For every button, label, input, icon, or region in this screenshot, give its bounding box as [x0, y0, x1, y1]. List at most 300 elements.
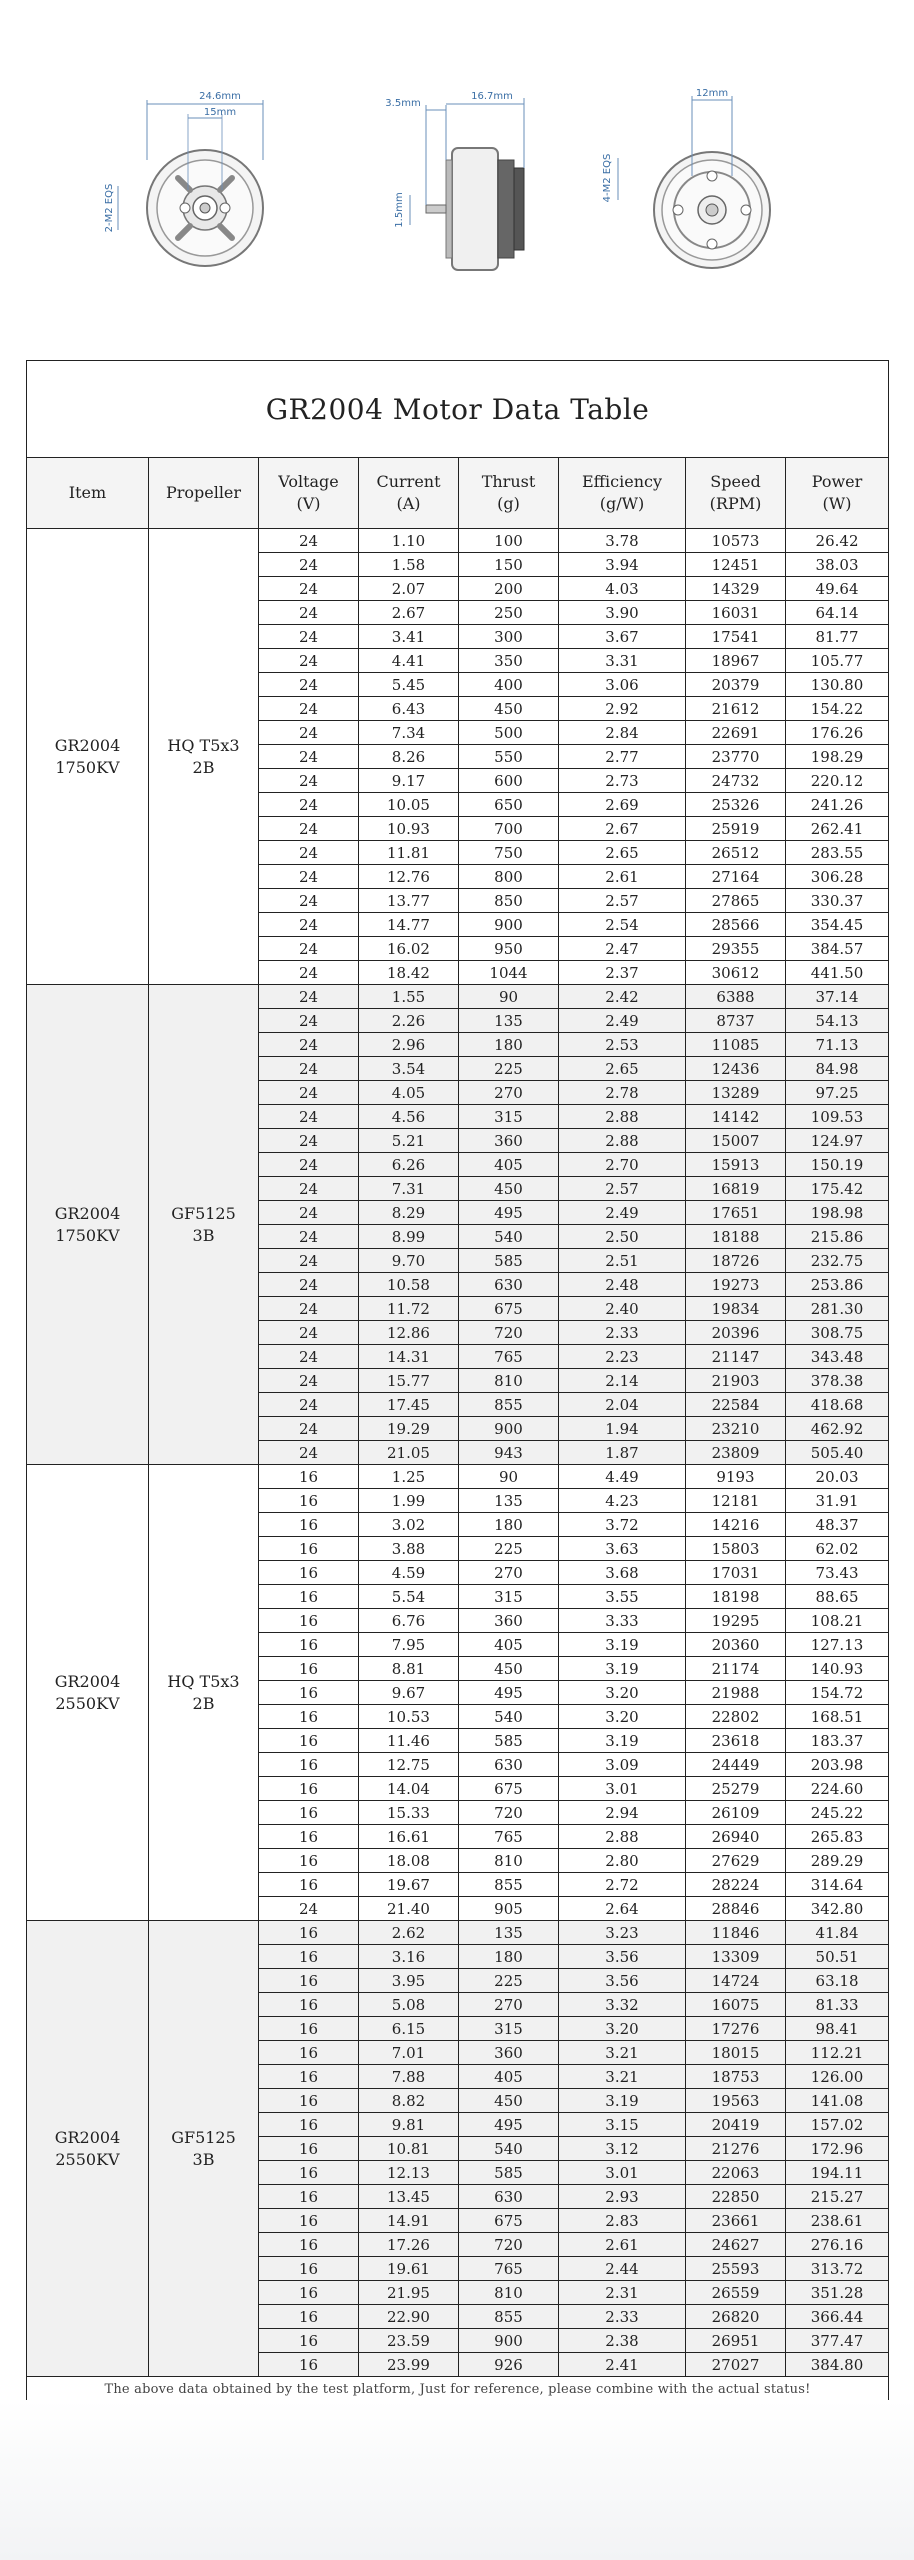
table-cell: 441.50 [786, 961, 889, 985]
table-cell: 24 [259, 769, 359, 793]
table-cell: 2.88 [559, 1129, 686, 1153]
item-cell [27, 1465, 149, 1921]
table-cell: 28846 [686, 1897, 786, 1921]
table-cell: 384.80 [786, 2353, 889, 2377]
table-cell: 16075 [686, 1993, 786, 2017]
table-cell: 183.37 [786, 1729, 889, 1753]
table-cell: 21.05 [359, 1441, 459, 1465]
table-cell: 24 [259, 1201, 359, 1225]
table-cell: 3.33 [559, 1609, 686, 1633]
back-screw-label: 4-M2 EQS [602, 153, 613, 203]
table-cell: 12436 [686, 1057, 786, 1081]
table-cell: 19.67 [359, 1873, 459, 1897]
table-cell: 810 [459, 1369, 559, 1393]
table-cell: 810 [459, 2281, 559, 2305]
front-view-drawing [104, 91, 263, 266]
table-cell: 203.98 [786, 1753, 889, 1777]
table-cell: 23618 [686, 1729, 786, 1753]
table-cell: 26820 [686, 2305, 786, 2329]
table-cell: 37.14 [786, 985, 889, 1009]
table-cell: 281.30 [786, 1297, 889, 1321]
side-length-label: 16.7mm [471, 91, 513, 102]
propeller-cell [149, 1921, 259, 2377]
table-cell: 90 [459, 985, 559, 1009]
propeller-label: 3B [192, 1225, 215, 1245]
table-cell: 2.93 [559, 2185, 686, 2209]
table-cell: 27164 [686, 865, 786, 889]
table-cell: 16 [259, 2041, 359, 2065]
table-cell: 16 [259, 1825, 359, 1849]
table-cell: 16 [259, 1681, 359, 1705]
table-cell: 1044 [459, 961, 559, 985]
column-header-label: Voltage [278, 472, 339, 491]
table-cell: 198.29 [786, 745, 889, 769]
table-cell: 2.61 [559, 2233, 686, 2257]
table-cell: 3.06 [559, 673, 686, 697]
table-cell: 250 [459, 601, 559, 625]
table-cell: 16 [259, 2185, 359, 2209]
table-cell: 112.21 [786, 2041, 889, 2065]
table-cell: 135 [459, 1489, 559, 1513]
table-cell: 130.80 [786, 673, 889, 697]
table-cell: 4.05 [359, 1081, 459, 1105]
table-cell: 24 [259, 1009, 359, 1033]
table-cell: 54.13 [786, 1009, 889, 1033]
table-cell: 3.41 [359, 625, 459, 649]
table-cell: 16 [259, 1777, 359, 1801]
table-cell: 24 [259, 793, 359, 817]
table-cell: 650 [459, 793, 559, 817]
table-cell: 2.37 [559, 961, 686, 985]
table-cell: 24 [259, 721, 359, 745]
table-cell: 3.19 [559, 1633, 686, 1657]
table-cell: 22850 [686, 2185, 786, 2209]
table-cell: 30612 [686, 961, 786, 985]
column-header-unit: (RPM) [709, 494, 762, 513]
table-cell: 351.28 [786, 2281, 889, 2305]
table-cell: 16 [259, 1513, 359, 1537]
table-cell: 3.21 [559, 2065, 686, 2089]
table-cell: 3.68 [559, 1561, 686, 1585]
table-row [27, 1465, 889, 1489]
table-cell: 14.31 [359, 1345, 459, 1369]
table-cell: 450 [459, 1657, 559, 1681]
table-cell: 17.45 [359, 1393, 459, 1417]
table-cell: 262.41 [786, 817, 889, 841]
table-cell: 8.82 [359, 2089, 459, 2113]
table-row [27, 985, 889, 1009]
table-cell: 141.08 [786, 2089, 889, 2113]
table-cell: 215.86 [786, 1225, 889, 1249]
table-cell: 24 [259, 841, 359, 865]
column-header [459, 458, 559, 529]
propeller-cell [149, 529, 259, 985]
footer-note: The above data obtained by the test platform, Just for reference, please combine with the actual status! [27, 2377, 889, 2402]
table-cell: 540 [459, 1705, 559, 1729]
table-cell: 24 [259, 1297, 359, 1321]
table-cell: 2.23 [559, 1345, 686, 1369]
table-cell: 5.08 [359, 1993, 459, 2017]
table-cell: 19295 [686, 1609, 786, 1633]
table-cell: 2.84 [559, 721, 686, 745]
table-cell: 2.88 [559, 1105, 686, 1129]
table-cell: 16.02 [359, 937, 459, 961]
propeller-label: 2B [192, 757, 215, 777]
table-cell: 2.04 [559, 1393, 686, 1417]
table-cell: 6.76 [359, 1609, 459, 1633]
table-cell: 17.26 [359, 2233, 459, 2257]
item-cell [27, 985, 149, 1465]
table-cell: 11085 [686, 1033, 786, 1057]
table-cell: 22584 [686, 1393, 786, 1417]
table-cell: 7.01 [359, 2041, 459, 2065]
bottom-background [0, 2400, 914, 2560]
table-cell: 3.23 [559, 1921, 686, 1945]
table-cell: 225 [459, 1537, 559, 1561]
table-cell: 315 [459, 2017, 559, 2041]
table-cell: 12.75 [359, 1753, 459, 1777]
table-cell: 17651 [686, 1201, 786, 1225]
table-cell: 600 [459, 769, 559, 793]
table-cell: 810 [459, 1849, 559, 1873]
propeller-label: GF5125 [171, 1203, 236, 1223]
table-cell: 135 [459, 1009, 559, 1033]
table-cell: 194.11 [786, 2161, 889, 2185]
table-cell: 24 [259, 1105, 359, 1129]
table-cell: 3.16 [359, 1945, 459, 1969]
table-cell: 20419 [686, 2113, 786, 2137]
propeller-label: HQ T5x3 [167, 735, 240, 755]
table-cell: 2.72 [559, 1873, 686, 1897]
table-cell: 140.93 [786, 1657, 889, 1681]
table-cell: 450 [459, 2089, 559, 2113]
table-cell: 630 [459, 1753, 559, 1777]
column-header-label: Propeller [165, 483, 242, 502]
back-view-drawing [602, 88, 770, 268]
back-pcd-label: 12mm [695, 88, 729, 99]
table-cell: 10.81 [359, 2137, 459, 2161]
table-cell: 73.43 [786, 1561, 889, 1585]
table-cell: 29355 [686, 937, 786, 961]
table-cell: 2.50 [559, 1225, 686, 1249]
table-cell: 63.18 [786, 1969, 889, 1993]
table-cell: 3.20 [559, 1681, 686, 1705]
table-cell: 5.21 [359, 1129, 459, 1153]
table-cell: 765 [459, 2257, 559, 2281]
table-cell: 7.31 [359, 1177, 459, 1201]
table-cell: 2.70 [559, 1153, 686, 1177]
table-cell: 24 [259, 913, 359, 937]
item-label: 1750KV [55, 1225, 120, 1245]
side-view-drawing [385, 91, 524, 270]
table-cell: 10.53 [359, 1705, 459, 1729]
table-cell: 18015 [686, 2041, 786, 2065]
table-cell: 314.64 [786, 1873, 889, 1897]
table-cell: 3.88 [359, 1537, 459, 1561]
table-cell: 2.14 [559, 1369, 686, 1393]
table-cell: 2.40 [559, 1297, 686, 1321]
table-cell: 378.38 [786, 1369, 889, 1393]
table-cell: 17031 [686, 1561, 786, 1585]
table-cell: 19563 [686, 2089, 786, 2113]
table-cell: 630 [459, 1273, 559, 1297]
table-cell: 17276 [686, 2017, 786, 2041]
table-cell: 16 [259, 2065, 359, 2089]
table-cell: 4.03 [559, 577, 686, 601]
propeller-cell [149, 1465, 259, 1921]
table-cell: 405 [459, 2065, 559, 2089]
table-cell: 64.14 [786, 601, 889, 625]
table-cell: 360 [459, 1609, 559, 1633]
table-cell: 24 [259, 625, 359, 649]
table-cell: 21903 [686, 1369, 786, 1393]
side-shaft-dia-label: 1.5mm [394, 192, 405, 228]
table-cell: 15007 [686, 1129, 786, 1153]
table-cell: 154.22 [786, 697, 889, 721]
table-cell: 23770 [686, 745, 786, 769]
table-cell: 24 [259, 1897, 359, 1921]
table-cell: 3.90 [559, 601, 686, 625]
table-cell: 14.77 [359, 913, 459, 937]
table-cell: 19273 [686, 1273, 786, 1297]
table-cell: 2.88 [559, 1825, 686, 1849]
table-cell: 12.76 [359, 865, 459, 889]
column-header-unit: (W) [822, 494, 852, 513]
table-cell: 215.27 [786, 2185, 889, 2209]
table-cell: 24 [259, 673, 359, 697]
table-cell: 9193 [686, 1465, 786, 1489]
column-header-unit: (V) [296, 494, 321, 513]
table-cell: 25919 [686, 817, 786, 841]
table-cell: 2.47 [559, 937, 686, 961]
column-header [786, 458, 889, 529]
table-cell: 21988 [686, 1681, 786, 1705]
table-cell: 41.84 [786, 1921, 889, 1945]
table-cell: 2.69 [559, 793, 686, 817]
table-cell: 24 [259, 1081, 359, 1105]
table-cell: 98.41 [786, 2017, 889, 2041]
table-cell: 13289 [686, 1081, 786, 1105]
table-cell: 16 [259, 1993, 359, 2017]
table-cell: 24 [259, 937, 359, 961]
table-cell: 28224 [686, 1873, 786, 1897]
column-header [259, 458, 359, 529]
table-cell: 24 [259, 1249, 359, 1273]
table-cell: 8737 [686, 1009, 786, 1033]
table-cell: 175.42 [786, 1177, 889, 1201]
table-cell: 283.55 [786, 841, 889, 865]
motor-dimension-drawings [0, 0, 914, 330]
table-cell: 3.19 [559, 1729, 686, 1753]
table-cell: 154.72 [786, 1681, 889, 1705]
table-cell: 90 [459, 1465, 559, 1489]
table-cell: 24 [259, 1273, 359, 1297]
table-cell: 943 [459, 1441, 559, 1465]
table-cell: 23661 [686, 2209, 786, 2233]
table-cell: 15.77 [359, 1369, 459, 1393]
column-header [559, 458, 686, 529]
table-cell: 450 [459, 697, 559, 721]
table-cell: 1.58 [359, 553, 459, 577]
table-cell: 2.64 [559, 1897, 686, 1921]
table-cell: 4.23 [559, 1489, 686, 1513]
table-cell: 540 [459, 2137, 559, 2161]
table-cell: 900 [459, 1417, 559, 1441]
table-cell: 1.99 [359, 1489, 459, 1513]
table-cell: 2.57 [559, 1177, 686, 1201]
table-cell: 2.44 [559, 2257, 686, 2281]
table-cell: 24 [259, 529, 359, 553]
table-cell: 241.26 [786, 793, 889, 817]
column-header-label: Speed [710, 472, 761, 491]
propeller-cell [149, 985, 259, 1465]
table-cell: 16 [259, 2257, 359, 2281]
table-cell: 16 [259, 1585, 359, 1609]
table-cell: 15.33 [359, 1801, 459, 1825]
table-cell: 200 [459, 577, 559, 601]
table-cell: 4.49 [559, 1465, 686, 1489]
table-cell: 180 [459, 1945, 559, 1969]
table-cell: 16031 [686, 601, 786, 625]
table-cell: 2.73 [559, 769, 686, 793]
table-cell: 5.45 [359, 673, 459, 697]
table-cell: 19.61 [359, 2257, 459, 2281]
table-cell: 850 [459, 889, 559, 913]
table-cell: 16 [259, 1921, 359, 1945]
table-cell: 2.94 [559, 1801, 686, 1825]
table-cell: 224.60 [786, 1777, 889, 1801]
table-cell: 24 [259, 817, 359, 841]
table-cell: 108.21 [786, 1609, 889, 1633]
table-cell: 3.20 [559, 1705, 686, 1729]
table-cell: 24 [259, 1153, 359, 1177]
front-inner-label: 15mm [203, 107, 237, 118]
table-cell: 14216 [686, 1513, 786, 1537]
table-cell: 26951 [686, 2329, 786, 2353]
table-cell: 2.53 [559, 1033, 686, 1057]
table-cell: 150.19 [786, 1153, 889, 1177]
table-cell: 950 [459, 937, 559, 961]
table-cell: 585 [459, 1249, 559, 1273]
table-cell: 16 [259, 2281, 359, 2305]
table-cell: 176.26 [786, 721, 889, 745]
table-cell: 14.91 [359, 2209, 459, 2233]
table-cell: 31.91 [786, 1489, 889, 1513]
table-cell: 16 [259, 1561, 359, 1585]
table-cell: 24 [259, 1321, 359, 1345]
table-cell: 2.31 [559, 2281, 686, 2305]
table-cell: 20.03 [786, 1465, 889, 1489]
item-cell [27, 529, 149, 985]
table-cell: 505.40 [786, 1441, 889, 1465]
table-cell: 1.87 [559, 1441, 686, 1465]
table-cell: 2.57 [559, 889, 686, 913]
table-cell: 16 [259, 1705, 359, 1729]
header-row [27, 458, 889, 529]
table-cell: 24 [259, 1033, 359, 1057]
table-cell: 21.40 [359, 1897, 459, 1921]
table-cell: 109.53 [786, 1105, 889, 1129]
table-cell: 1.10 [359, 529, 459, 553]
item-label: GR2004 [54, 735, 121, 755]
table-cell: 2.92 [559, 697, 686, 721]
table-cell: 360 [459, 1129, 559, 1153]
table-row [27, 1921, 889, 1945]
table-cell: 168.51 [786, 1705, 889, 1729]
table-cell: 905 [459, 1897, 559, 1921]
table-cell: 24627 [686, 2233, 786, 2257]
table-cell: 400 [459, 673, 559, 697]
table-cell: 495 [459, 1201, 559, 1225]
table-cell: 11846 [686, 1921, 786, 1945]
table-cell: 23210 [686, 1417, 786, 1441]
table-cell: 9.67 [359, 1681, 459, 1705]
table-cell: 1.55 [359, 985, 459, 1009]
table-cell: 900 [459, 2329, 559, 2353]
table-cell: 172.96 [786, 2137, 889, 2161]
table-cell: 2.65 [559, 841, 686, 865]
table-cell: 16 [259, 2329, 359, 2353]
table-cell: 313.72 [786, 2257, 889, 2281]
table-cell: 418.68 [786, 1393, 889, 1417]
table-cell: 20396 [686, 1321, 786, 1345]
table-cell: 12.13 [359, 2161, 459, 2185]
table-cell: 2.49 [559, 1201, 686, 1225]
table-cell: 3.19 [559, 2089, 686, 2113]
table-cell: 1.25 [359, 1465, 459, 1489]
table-cell: 26.42 [786, 529, 889, 553]
table-cell: 24 [259, 985, 359, 1009]
table-cell: 157.02 [786, 2113, 889, 2137]
table-cell: 21612 [686, 697, 786, 721]
table-cell: 800 [459, 865, 559, 889]
column-header-unit: (g/W) [599, 494, 645, 513]
table-cell: 81.77 [786, 625, 889, 649]
table-cell: 14724 [686, 1969, 786, 1993]
table-cell: 4.41 [359, 649, 459, 673]
table-cell: 765 [459, 1825, 559, 1849]
table-cell: 342.80 [786, 1897, 889, 1921]
table-cell: 2.33 [559, 1321, 686, 1345]
table-cell: 16 [259, 1753, 359, 1777]
table-cell: 24 [259, 553, 359, 577]
table-cell: 24 [259, 1129, 359, 1153]
table-cell: 3.63 [559, 1537, 686, 1561]
table-cell: 4.56 [359, 1105, 459, 1129]
table-cell: 3.56 [559, 1969, 686, 1993]
table-cell: 2.07 [359, 577, 459, 601]
item-label: GR2004 [54, 1671, 121, 1691]
table-cell: 24732 [686, 769, 786, 793]
table-cell: 343.48 [786, 1345, 889, 1369]
table-cell: 24 [259, 1345, 359, 1369]
table-cell: 50.51 [786, 1945, 889, 1969]
table-cell: 14.04 [359, 1777, 459, 1801]
table-cell: 3.09 [559, 1753, 686, 1777]
table-cell: 3.56 [559, 1945, 686, 1969]
item-label: GR2004 [54, 1203, 121, 1223]
table-cell: 8.29 [359, 1201, 459, 1225]
table-cell: 495 [459, 2113, 559, 2137]
table-cell: 720 [459, 2233, 559, 2257]
table-cell: 3.32 [559, 1993, 686, 2017]
table-cell: 198.98 [786, 1201, 889, 1225]
table-cell: 26512 [686, 841, 786, 865]
table-cell: 24 [259, 1225, 359, 1249]
table-cell: 2.41 [559, 2353, 686, 2377]
table-cell: 12451 [686, 553, 786, 577]
table-cell: 4.59 [359, 1561, 459, 1585]
